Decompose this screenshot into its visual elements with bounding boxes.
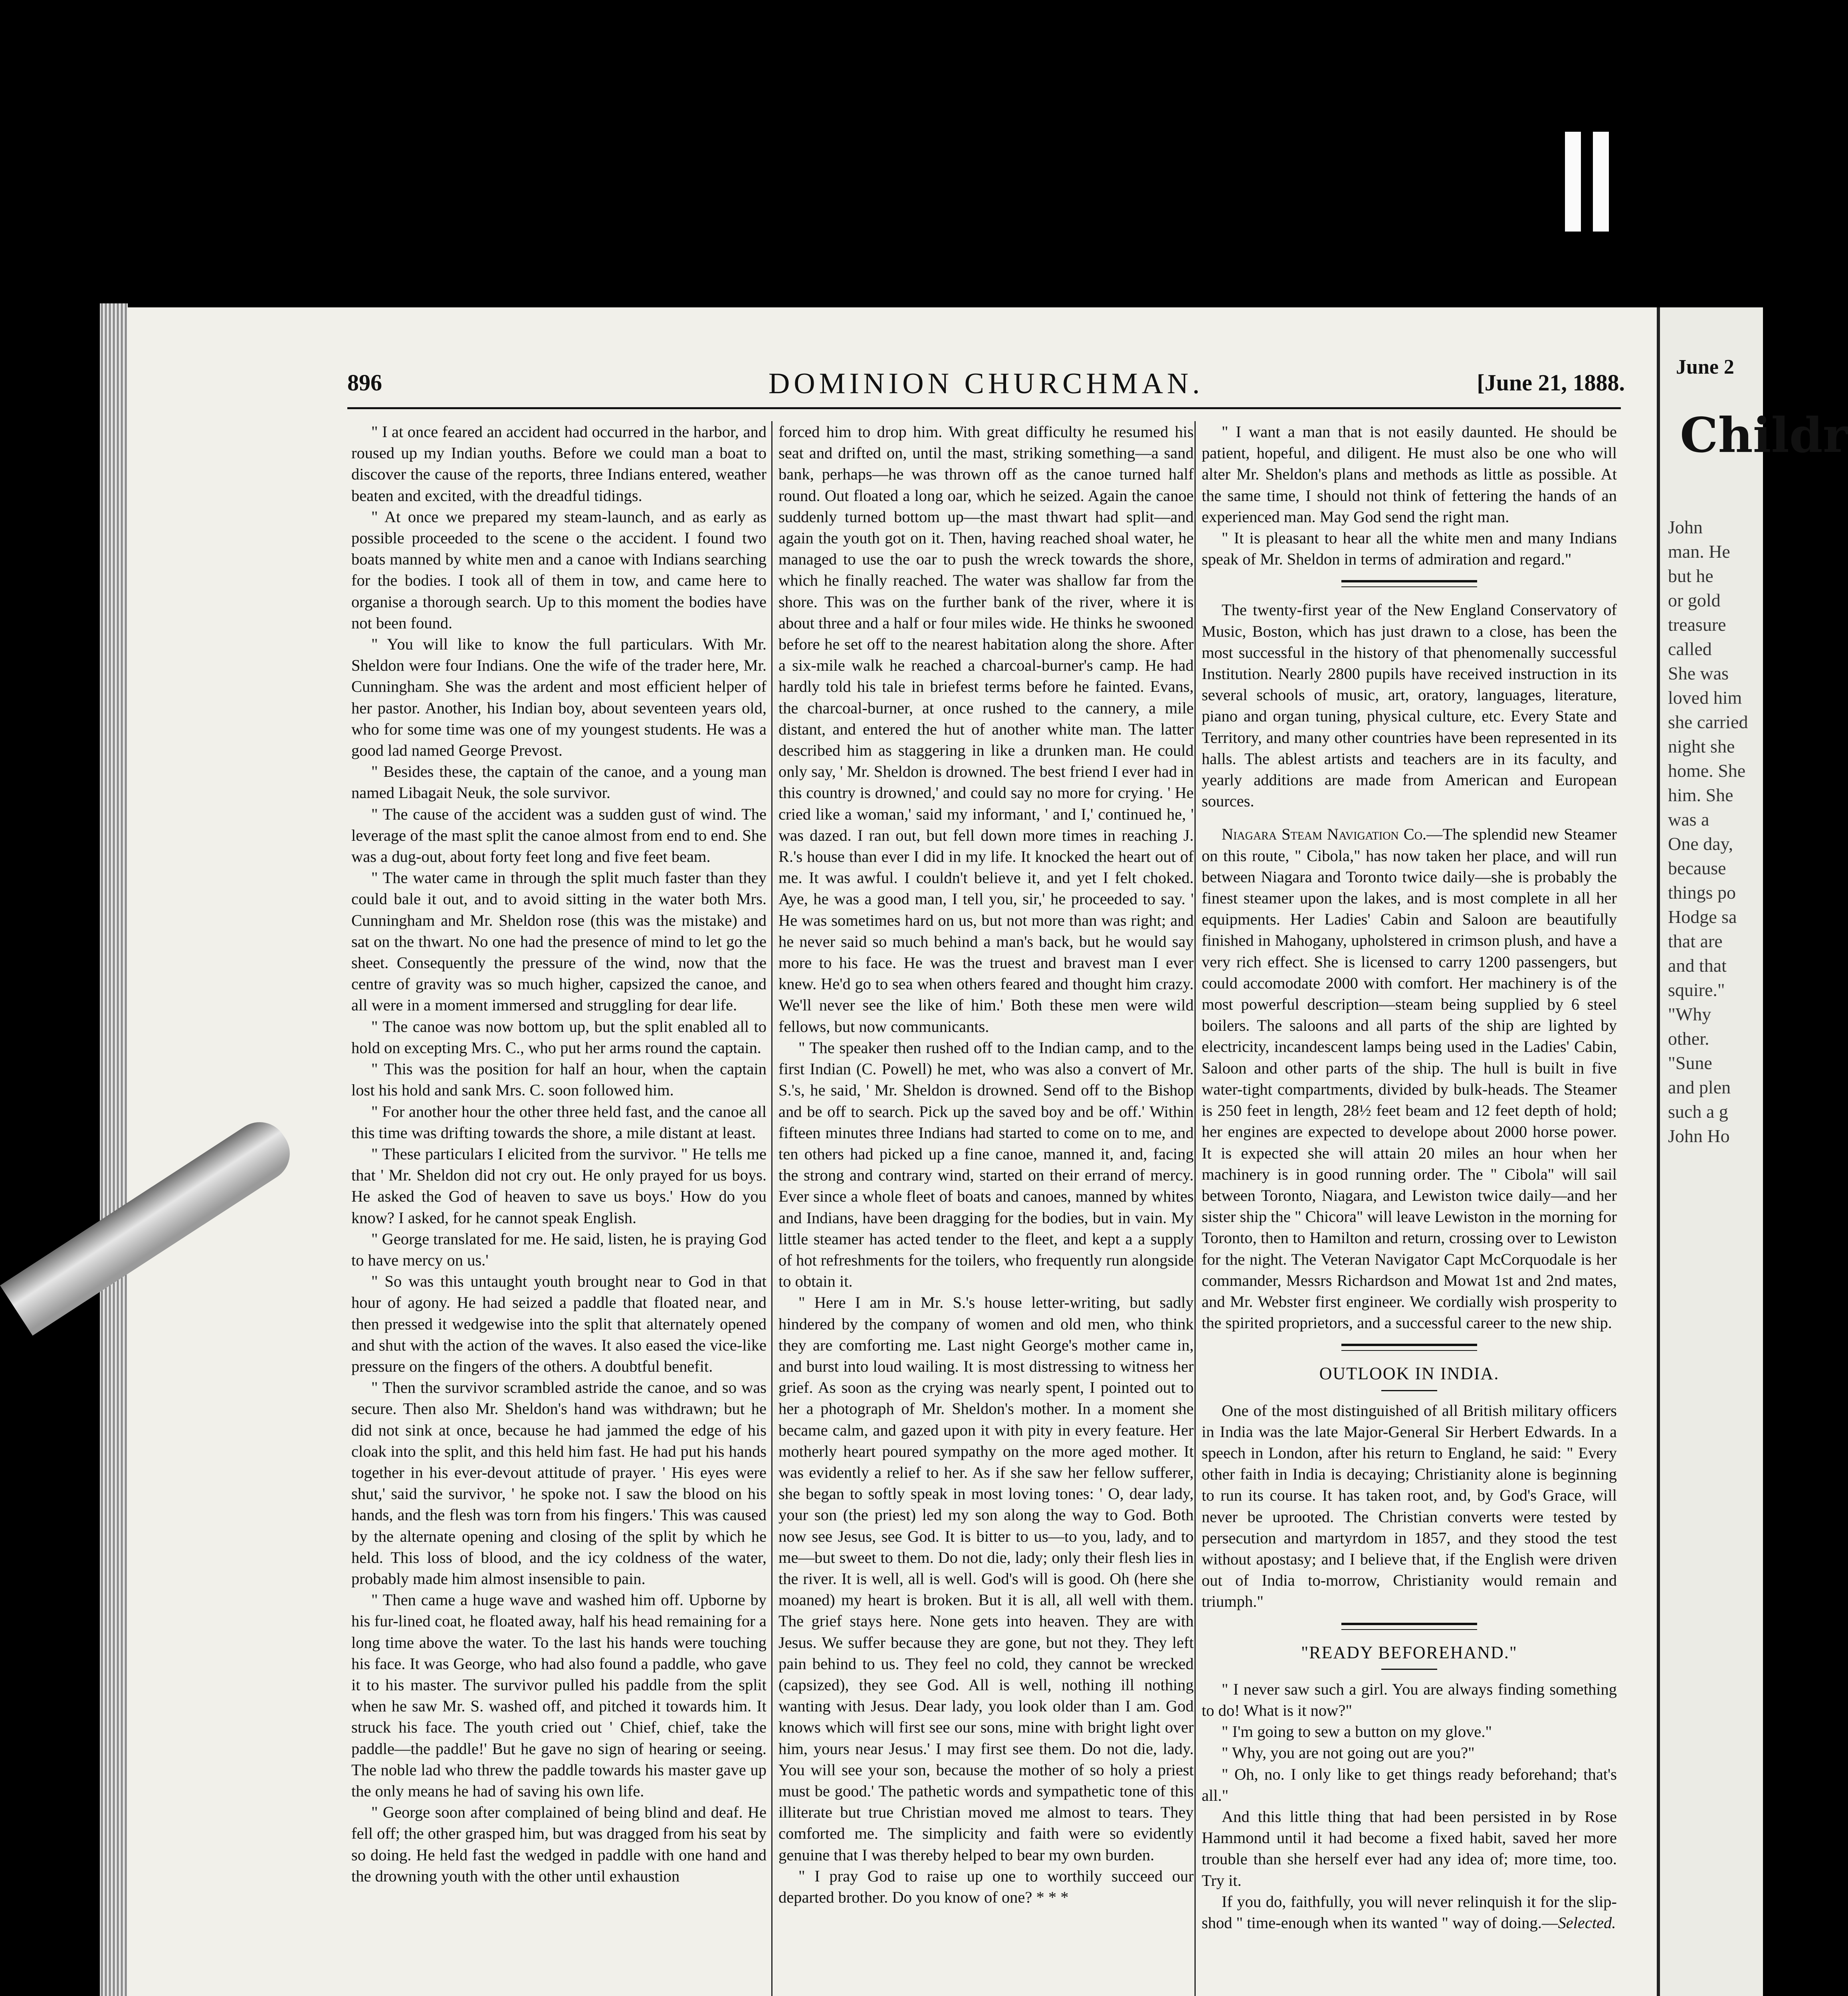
conservatory-notice: The twenty-first year of the New England Conservatory of Music, Boston, which has just drawn to a close, has been the most successful in the history of that phenomenally successful Institution. Nearly 2800 pupils have received instruction in its several schools of music, art, oratory, languages, literature, piano and organ tuning, physical culture, etc. Every State and Territory, and many other countries have been represented in its halls. The ablest artists and teachers are in its faculty, and yearly additions are made from American and European sources. (1202, 601, 1617, 810)
heading-rule (1381, 1390, 1437, 1391)
article-paragraph: " I want a man that is not easily daunted. He should be patient, hopeful, and diligent. He must also be one who will alter Mr. Sheldon's plans and methods as little as possible. At the same time, I should not think of fettering the hands of an experienced man. May God send the right man. (1202, 423, 1617, 526)
issue-date: [June 21, 1888. (1477, 370, 1625, 396)
ready-paragraph: " I'm going to sew a button on my glove." (1222, 1723, 1492, 1741)
facing-page-title: Childr (1680, 407, 1848, 463)
facing-page-date: June 2 (1676, 356, 1734, 378)
ready-paragraph: " I never saw such a girl. You are always finding something to do! What is it now?" (1202, 1680, 1617, 1719)
source-credit: Selected. (1558, 1914, 1616, 1932)
article-paragraph: " George soon after complained of being blind and deaf. He fell off; the other grasped him, but was dragged from his seat by so doing. He held fast the wedged in paddle with one hand and the drowning youth with the other until exhaustion (351, 1803, 767, 1885)
article-paragraph: " I pray God to raise up one to worthily succeed our departed brother. Do you know of one? * * * (778, 1867, 1194, 1907)
article-paragraph: " The cause of the accident was a sudden gust of wind. The leverage of the mast split the canoe almost from end to end. She was a dug-out, about forty feet long and five feet beam. (351, 805, 767, 866)
article-paragraph: " Then the survivor scrambled astride the canoe, and so was secure. Then also Mr. Sheldon's hand was withdrawn; but he did not sink at once, because he had jammed the edge of his cloak into the split, and this held him fast. He had put his hands together in his ever-devout attitude of prayer. ' His eyes were shut,' said the survivor, ' he spoke not. I saw the blood on his hands, and the flesh was torn from his fingers.' This was caused by the alternate opening and closing of the split by which he held. This loss of blood, and the icy coldness of the water, probably made him almost insensible to pain. (351, 1378, 767, 1588)
outlook-heading: OUTLOOK IN INDIA. (1319, 1364, 1499, 1384)
niagara-notice (1202, 824, 1617, 1333)
article-paragraph: " The canoe was now bottom up, but the split enabled all to hold on excepting Mrs. C., who put her arms round the captain. (351, 1017, 767, 1057)
page-number: 896 (347, 370, 382, 396)
column-3 (1202, 421, 1617, 1933)
article-paragraph: " George translated for me. He said, listen, he is praying God to have mercy on us.' (351, 1230, 767, 1269)
article-paragraph: " For another hour the other three held fast, and the canoe all this time was drifting towards the shore, a mile distant at least. (351, 1102, 767, 1142)
facing-page-edge (1657, 307, 1848, 1996)
article-paragraph: " This was the position for half an hour, when the captain lost his hold and sank Mrs. C. soon followed him. (351, 1060, 767, 1099)
niagara-text: —The splendid new Steamer on this route, " Cibola," has now taken her place, and will run between Niagara and Toronto twice daily—she is probably the finest steamer upon the lakes, and is most complete in all her equipments. Her Ladies' Cabin and Saloon are beautifully finished in Mahogany, upholstered in crimson plush, and have a very rich effect. She is licensed to carry 1200 passengers, but could accomodate 2000 with comfort. Her machinery is of the most powerful description—steam being supplied by 6 steel boilers. The saloons and all parts of the ship are lighted by electricity, incandescent lamps being used in the Ladies' Cabin, Saloon and other parts of the ship. The hull is built in five water-tight compartments, divided by bulk-heads. The Steamer is 250 feet in length, 28½ feet beam and 12 feet depth of hold; her engines are expected to develope about 2000 horse power. It is expected she will attain 20 miles an hour when her machinery is in good running order. The " Cibola" will sail between Toronto, Niagara, and Lewiston twice daily—and her sister ship the " Chicora" will leave Lewiston in the morning for Toronto, then to Hamilton and return, crossing over to Lewiston for the night. The Veteran Navigator Capt McCorquodale is her commander, Messrs Richardson and Mowat 1st and 2nd mates, and Mr. Webster first engineer. We cordially wish prosperity to the spirited proprietors, and a successful career to the new ship. (1202, 825, 1617, 1332)
outlook-text: One of the most distinguished of all British military officers in India was the late Major-General Sir Herbert Edwards. In a speech in London, after his return to England, he said: " Every other faith in India is decaying; Christianity alone is beginning to run its course. It has taken root, and, by God's Grace, will never be uprooted. The Christian converts were tested by persecution and martyrdom in 1857, and they stood the test without apostasy; and I believe that, if the English were driven out of India to-morrow, Christianity would remain and triumph." (1202, 1401, 1617, 1611)
niagara-heading: Niagara Steam Navigation Co. (1222, 825, 1427, 844)
section-divider (1341, 580, 1477, 587)
article-paragraph: " Besides these, the captain of the canoe, and a young man named Libagait Neuk, the sole survivor. (351, 762, 767, 802)
column-rule-2 (1194, 421, 1196, 1996)
page-header (347, 369, 1625, 401)
column-1 (351, 421, 767, 1887)
ready-paragraph: And this little thing that had been persisted in by Rose Hammond until it had become a fixed habit, saved her more trouble than she herself ever had any idea of; more time, too. Try it. (1202, 1807, 1617, 1889)
film-mark-top (1565, 132, 1581, 232)
ready-text: If you do, faithfully, you will never relinquish it for the slip-shod " time-enough when its wanted " way of doing.— (1202, 1892, 1617, 1932)
heading-rule (1381, 1669, 1437, 1670)
article-paragraph: " Here I am in Mr. S.'s house letter-writing, but sadly hindered by the company of women and old men, who think they are comforting me. Last night George's mother came in, and burst into loud wailing. It is most distressing to witness her grief. As soon as the crying was nearly spent, I pointed out to her a photograph of Mr. Sheldon's mother. In a moment she became calm, and gazed upon it with pity in every feature. Her motherly heart poured sympathy on the more aged mother. It was evidently a relief to her. As if she saw her fellow sufferer, she began to softly speak in most loving tones: ' O, dear lady, your son (the priest) led my son along the way to God. Both now see Jesus, see God. It is bitter to us—to you, lady, and to me—but sweet to them. Do not die, lady; only their flesh lies in the river. It is well, all is well. God's will is good. Oh (here she moaned) my heart is broken. But it is all, all well with them. The grief stays here. None gets into heaven. They are with Jesus. We suffer because they are gone, but not they. They left pain behind to us. They feel no cold, they cannot be wrecked (capsized), they see God. All is well, nothing ill nothing wanting with Jesus. Dear lady, you look older than I am. God knows which will first see our sons, mine with bright light over him, yours near Jesus.' I may first see them. Do not die, lady. You will see your son, because the mother of so holy a priest must be good.' The pathetic words and sympathetic tone of this illiterate but true Christian moved me almost to tears. They comforted me. The simplicity and faith were so evidently genuine that I was thereby helped to bear my own burden. (778, 1293, 1194, 1864)
article-paragraph: forced him to drop him. With great difficulty he resumed his seat and drifted on, until the mast, striking something—a sand bank, perhaps—he was thrown off as the canoe turned half round. Out floated a long oar, which he seized. Again the canoe suddenly turned bottom up—the mast thwart had split—and again the youth got on it. Then, having reached shoal water, he managed to use the oar to push the wreck towards the shore, which he finally reached. The water was shallow far from the shore. This was on the further bank of the river, where it is about three and a half or four miles wide. He thinks he swooned before he set off to the nearest habitation along the shore. After a six-mile walk he reached a charcoal-burner's camp. He had hardly told his tale in briefest terms before he fainted. Evans, the charcoal-burner, at once rushed to the cannery, a mile distant, and entered the hut of another white man. The latter described him as staggering in like a drunken man. He could only say, ' Mr. Sheldon is drowned. The best friend I ever had in this country is drowned,' and could say no more for crying. ' He cried like a woman,' said my informant, ' and I,' continued he, ' was dazed. I ran out, but fell down more times in reaching J. R.'s house than ever I did in my life. It knocked the heart out of me. It was awful. I couldn't believe it, and yet I felt choked. Aye, he was a good man, I tell you, sir,' he proceeded to say. ' He was sometimes hard on us, but not more than was right; and he never said so much behind a man's back, but he would say more to his face. He was the truest and bravest man I ever knew. He'd go to sea when others feared and thought him crazy. We'll never see the like of him.' Both these men were wild fellows, but now communicants. (778, 423, 1194, 1036)
ready-paragraph: " Why, you are not going out are you?" (1222, 1744, 1475, 1762)
section-divider (1341, 1623, 1477, 1630)
column-rule-1 (771, 421, 772, 1996)
article-paragraph: " It is pleasant to hear all the white men and many Indians speak of Mr. Sheldon in terms of admiration and regard." (1202, 529, 1617, 568)
article-paragraph: " Then came a huge wave and washed him off. Upborne by his fur-lined coat, he floated away, half his head remaining for a long time above the water. To the last his hands were touching his face. It was George, who had also found a paddle, who gave it to his master. The survivor pulled his paddle from the split when he saw Mr. S. washed off, and pitched it towards him. It struck his face. The youth cried out ' Chief, chief, take the paddle—the paddle!' But he gave no sign of hearing or seeing. The noble lad who threw the paddle towards his master gave up the only means he had of saving his own life. (351, 1591, 767, 1800)
ready-paragraph: " Oh, no. I only like to get things ready beforehand; that's all." (1202, 1765, 1617, 1804)
publication-title: DOMINION CHURCHMAN. (768, 367, 1204, 400)
film-mark-top-2 (1593, 132, 1609, 232)
article-paragraph: " So was this untaught youth brought near to God in that hour of agony. He had seized a paddle that floated near, and then pressed it wedgewise into the split that alternately opened and shut with the action of the waves. It also eased the vice-like pressure on the fingers of the others. A doubtful benefit. (351, 1272, 767, 1375)
ready-closing (1202, 1891, 1617, 1933)
book-spine (100, 303, 128, 1996)
column-2 (778, 421, 1194, 1908)
article-paragraph: " These particulars I elicited from the survivor. " He tells me that ' Mr. Sheldon did not cry out. He only prayed for us boys. He asked the God of heaven to save us boys.' How do you know? I asked, for he cannot speak English. (351, 1145, 767, 1227)
article-paragraph: " The water came in through the split much faster than they could bale it out, and to avoid sitting in the water both Mrs. Cunningham and Mr. Sheldon rose (this was the mistake) and sat on the thwart. No one had the presence of mind to let go the sheet. Consequently the pressure of the wind, now that the centre of gravity was so much higher, capsized the canoe, and all were in a moment immersed and struggling for dear life. (351, 869, 767, 1014)
newspaper-page (128, 307, 1657, 1996)
facing-page-fragments: John man. He but he or gold treasure called She was loved him she carried night she home. She him. She was a One day, because things po Hodge sa that are and that squire." "Why other. "Sune and plen such a g John Ho (1668, 517, 1748, 1146)
article-paragraph: " You will like to know the full particulars. With Mr. Sheldon were four Indians. One the wife of the trader here, Mr. Cunningham. She was the ardent and most efficient helper of her pastor. Another, his Indian boy, about seventeen years old, who for some time was one of my youngest students. He was a good lad named George Prevost. (351, 635, 767, 760)
section-divider (1341, 1344, 1477, 1351)
article-paragraph: " The speaker then rushed off to the Indian camp, and to the first Indian (C. Powell) he met, who was also a convert of Mr. S.'s, he said, ' Mr. Sheldon is drowned. Send off to the Bishop and be off to search. Pick up the saved boy and be off.' Within fifteen minutes three Indians had started to come on to me, and ten others had picked up a fine canoe, manned it, and, facing the strong and contrary wind, started on their errand of mercy. Ever since a whole fleet of boats and canoes, manned by whites and Indians, have been dragging for the bodies, but in vain. My little steamer has acted tender to the fleet, and kept a a supply of hot refreshments for the toilers, who frequently run alongside to obtain it. (778, 1038, 1194, 1291)
article-paragraph: " At once we prepared my steam-launch, and as early as possible proceeded to the scene o the accident. I found two boats manned by white men and a canoe with Indians searching for the bodies. I took all of them in tow, and came here to organise a thorough search. Up to this moment the bodies have not been found. (351, 507, 767, 632)
article-paragraph: " I at once feared an accident had occurred in the harbor, and roused up my Indian youths. Before we could man a boat to discover the cause of the reports, three Indians entered, weather beaten and excited, with the dreadful tidings. (351, 423, 767, 505)
ready-heading: "READY BEFOREHAND." (1301, 1642, 1517, 1662)
header-rule (347, 407, 1621, 409)
